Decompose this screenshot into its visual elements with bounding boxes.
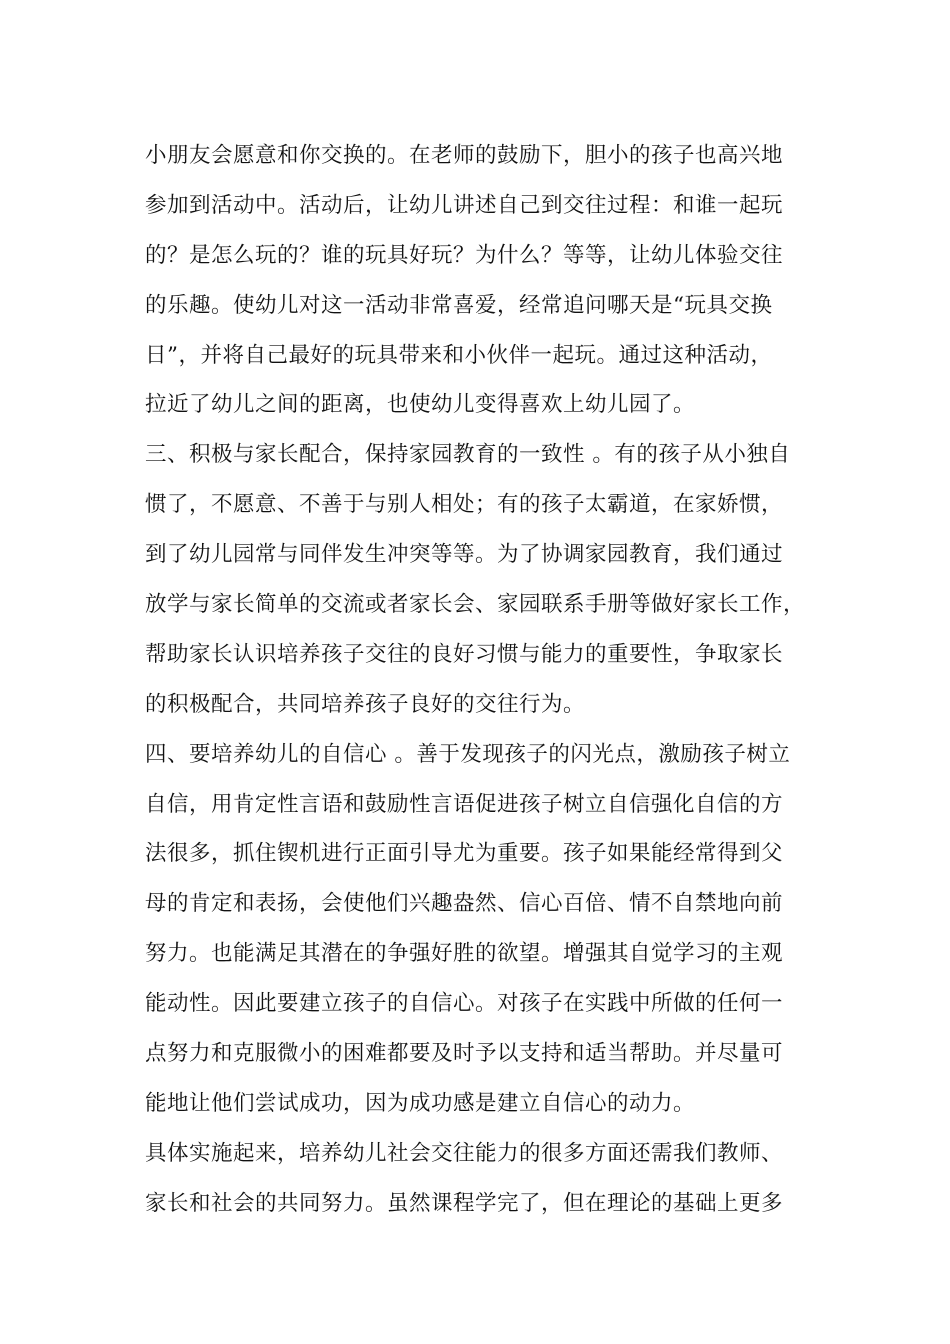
text-line: 法很多，抓住锲机进行正面引导尤为重要。孩子如果能经常得到父 [145, 841, 784, 867]
text-line: 能地让他们尝试成功，因为成功感是建立自信心的动力。 [145, 1090, 696, 1116]
text-line: 的积极配合，共同培养孩子良好的交往行为。 [145, 691, 586, 717]
text-line: 家长和社会的共同努力。虽然课程学完了，但在理论的基础上更多 [145, 1190, 784, 1216]
text-line: 小朋友会愿意和你交换的。在老师的鼓励下，胆小的孩子也高兴地 [145, 143, 784, 168]
section-heading-line: 三、积极与家长配合，保持家园教育的一致性 。有的孩子从小独自 [145, 442, 791, 468]
section-heading-line: 四、要培养幼儿的自信心 。善于发现孩子的闪光点，激励孩子树立 [145, 741, 791, 767]
text-line: 放学与家长简单的交流或者家长会、家园联系手册等做好家长工作， [145, 592, 806, 618]
text-line: 母的肯定和表扬，会使他们兴趣盎然、信心百倍、情不自禁地向前 [145, 891, 784, 917]
text-line: 的？是怎么玩的？谁的玩具好玩？为什么？等等，让幼儿体验交往 [145, 242, 784, 268]
text-line: 帮助家长认识培养孩子交往的良好习惯与能力的重要性，争取家长 [145, 641, 784, 667]
text-line: 拉近了幼儿之间的距离，也使幼儿变得喜欢上幼儿园了。 [145, 392, 696, 418]
text-line: 惯了，不愿意、不善于与别人相处；有的孩子太霸道，在家娇惯， [145, 492, 784, 518]
body-text [145, 131, 825, 1229]
text-line: 的乐趣。使幼儿对这一活动非常喜爱，经常追问哪天是“玩具交换 [145, 292, 773, 318]
text-line: 具体实施起来，培养幼儿社会交往能力的很多方面还需我们教师、 [145, 1140, 784, 1166]
text-line: 点努力和克服微小的困难都要及时予以支持和适当帮助。并尽量可 [145, 1041, 784, 1067]
text-line: 努力。也能满足其潜在的争强好胜的欲望。增强其自觉学习的主观 [145, 941, 784, 967]
text-line: 参加到活动中。活动后，让幼儿讲述自己到交往过程：和谁一起玩 [145, 192, 784, 218]
text-line: 到了幼儿园常与同伴发生冲突等等。为了协调家园教育，我们通过 [145, 542, 784, 568]
text-line: 自信，用肯定性言语和鼓励性言语促进孩子树立自信强化自信的方 [145, 791, 784, 817]
text-line: 能动性。因此要建立孩子的自信心。对孩子在实践中所做的任何一 [145, 991, 784, 1017]
text-line: 日”，并将自己最好的玩具带来和小伙伴一起玩。通过这种活动， [145, 342, 773, 368]
